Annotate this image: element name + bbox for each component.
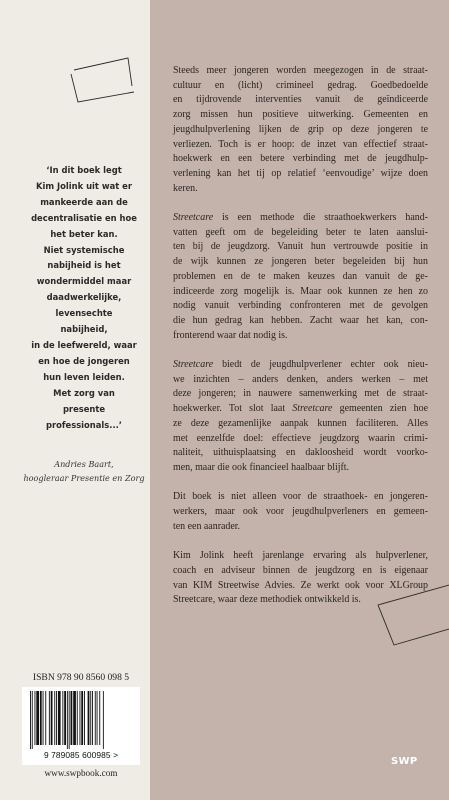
quote-line: nabijheid is het [47, 260, 121, 271]
blurb-line: met eenzelfde doel: effectieve jeugdzorg waarin crimi- [173, 432, 428, 444]
blurb-line: ze deze gezamenlijke aanpak kunnen faciliteren. Alles [173, 417, 428, 429]
blurb-paragraph [173, 490, 428, 534]
blurb-line: de wijk kunnen ze jongeren beter begeleiden bij hun [173, 256, 428, 268]
blurb-paragraph [173, 64, 428, 196]
blurb-line: hoekwerker. Tot slot laat Streetcare gemeenten zien hoe [173, 403, 428, 415]
blurb-line: nodig vanuit verbinding confronteren met de gevolgen [173, 300, 428, 312]
barcode-bars [27, 691, 135, 751]
quote-line: Met zorg van [53, 387, 115, 398]
blurb-line: we inzichten – anders denken, anders werken – met [173, 373, 428, 385]
quote-line: wondermiddel maar [36, 276, 132, 287]
blurb-line: ten een aanrader. [173, 520, 241, 532]
quote-line: in de leefwereld, waar [31, 339, 137, 350]
quote-attribution [18, 457, 150, 485]
quote-author: Andries Baart, [54, 459, 114, 469]
blurb-line: vatten geeft om de begeleiding beter te laten aanslui- [173, 226, 428, 238]
quote [22, 163, 146, 433]
blurb-line: zorg missen hun positieve uitwerking. Gemeenten en [173, 109, 428, 121]
quote-line: Niet systemische [43, 244, 125, 255]
quote-line: en hoe de jongeren [38, 355, 130, 366]
publisher-logo: SWP [391, 756, 418, 767]
blurb-line: hoekwerk en een betere verbinding met de jeugdhulp- [173, 153, 428, 165]
blurb-line: coach en adviseur binnen de jeugdzorg en is eigenaar [173, 564, 428, 576]
website-link[interactable]: www.swpbook.com [44, 768, 118, 778]
barcode [22, 687, 140, 765]
blurb-line: cultuur en (licht) crimineel gedrag. Goedbedoelde [173, 79, 428, 91]
blurb-paragraph [173, 549, 428, 608]
blurb-line: Streetcare biedt de jeugdhulpverlener echter ook nieu- [173, 359, 428, 371]
blurb-line: jeugdhulpverlening lijken de grip op deze jongeren te [173, 123, 428, 135]
blurb-line: van KIM Streetwise Advies. Ze werkt ook voor XLGroup [173, 579, 428, 591]
blurb-line: die hun gedrag kan hebben. Zacht waar het kan, con- [173, 314, 428, 326]
blurb-line: werkers, maar ook voor jeugdhulpverleners en gemeen- [173, 506, 428, 518]
quote-line: decentralisatie en hoe [31, 212, 137, 223]
quote-line: presente [62, 403, 106, 414]
blurb-line: en tijdrovende interventies vanuit de geïndiceerde [173, 94, 428, 106]
quote-line: nabijheid, [60, 324, 108, 335]
blurb-line: keren. [173, 182, 198, 194]
blurb-line: problemen en de te maken keuzes dan vanuit de ge- [173, 270, 428, 282]
quote-line: levensechte [55, 308, 113, 319]
blurb-paragraph [173, 211, 428, 343]
blurb-line: fronterend waar dat nodig is. [173, 329, 288, 341]
quote-line: daadwerkelijke, [46, 292, 122, 303]
quote-line: Kim Jolink uit wat er [36, 180, 132, 191]
blurb-line: deze jongeren; in nauwere samenwerking met de straat- [173, 388, 428, 400]
quote-line: ‘In dit boek legt [46, 165, 122, 175]
blurb-line: Dit boek is niet alleen voor de straathoek- en jongeren- [173, 491, 428, 503]
barcode-digits: 9 789085 600985 > [43, 750, 119, 760]
blurb-line: ten bij de jeugdzorg. Vanuit hun vertrouwde positie in [173, 241, 428, 253]
isbn-label: ISBN 978 90 8560 098 5 [32, 672, 130, 683]
blurb-text [173, 64, 428, 623]
blurb-line: Steeds meer jongeren worden meegezogen in de straat- [173, 65, 428, 76]
blurb-line: verliezen. Toch is er hoop: de inzet van effectief straat- [173, 138, 428, 150]
blurb-line: men, maar die ook financieel haalbaar blijft. [173, 461, 350, 473]
quote-line: het beter kan. [50, 228, 118, 239]
blurb-line: Streetcare is een methode die straathoekwerkers hand- [173, 212, 428, 224]
quote-author-role: hoogleraar Presentie en Zorg [23, 473, 145, 483]
quote-line: hun leven leiden. [43, 371, 125, 382]
blurb-paragraph [173, 358, 428, 476]
quote-line: professionals...’ [46, 419, 122, 430]
blurb-line: verlening kan het tij op relatief ‘eenvoudige’ wijze doen [173, 167, 428, 179]
quote-line: mankeerde aan de [40, 196, 128, 207]
blurb-line: Kim Jolink heeft jarenlange ervaring als hulpverlener, [173, 550, 428, 562]
blurb-line: indiceerde zorg mogelijk is. Maar ook kunnen ze hen zo [173, 285, 428, 297]
blurb-line: naliteit, uithuisplaatsing en dakloosheid wordt voorko- [173, 447, 428, 459]
blurb-line: Streetcare, waar deze methodiek ontwikkeld is. [173, 594, 361, 606]
